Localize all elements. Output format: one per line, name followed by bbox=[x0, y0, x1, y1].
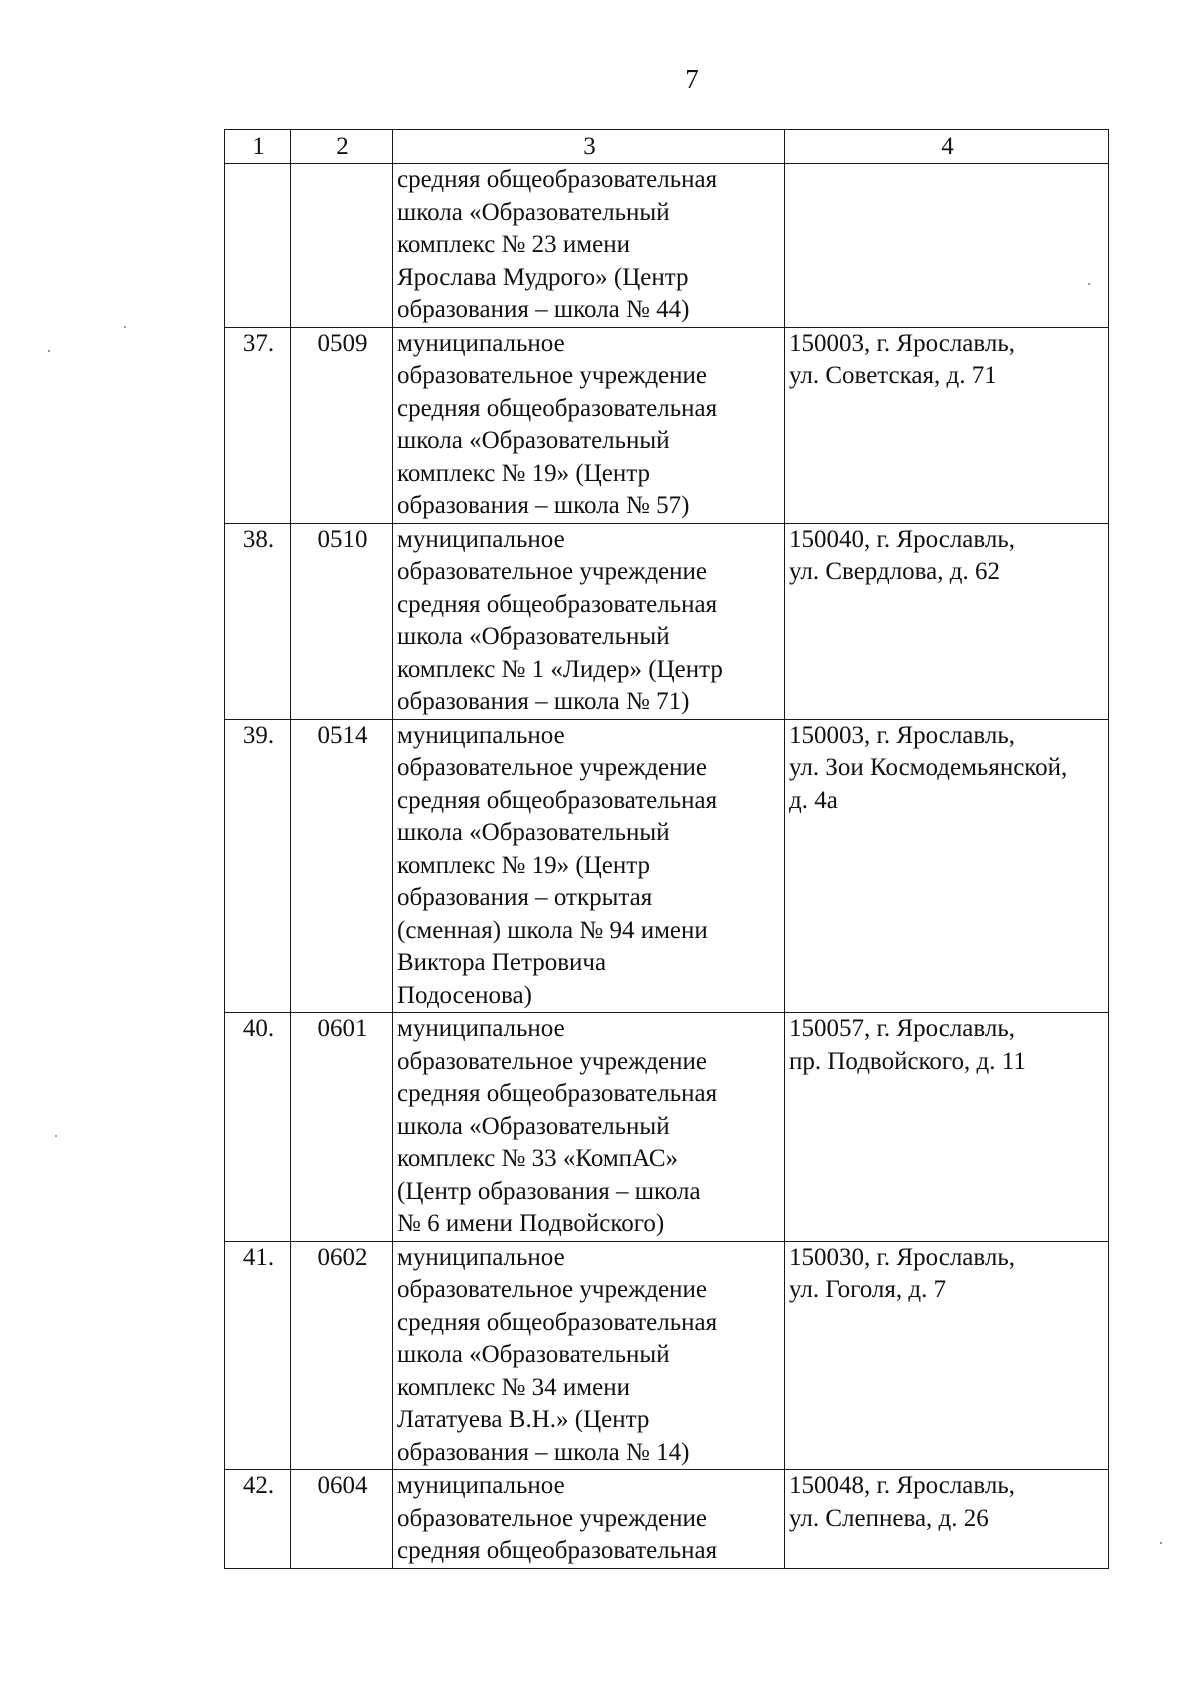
table-row bbox=[225, 327, 1109, 523]
institution-name-cell: муниципальное образовательное учреждение средняя общеобразовательная школа «Образовательный комплекс № 19» (Центр образования – открытая (сменная) школа № 94 имени Виктора Петровича Подосенова) bbox=[393, 719, 785, 1013]
table-row bbox=[225, 1013, 1109, 1242]
row-number-cell: 38. bbox=[225, 523, 291, 719]
address-cell: 150003, г. Ярославль, ул. Советская, д. 71 bbox=[785, 327, 1109, 523]
table-row bbox=[225, 1241, 1109, 1470]
scan-speck bbox=[1160, 1542, 1162, 1544]
institution-name-cell: муниципальное образовательное учреждение средняя общеобразовательная школа «Образовательный комплекс № 19» (Центр образования – школа № 57) bbox=[393, 327, 785, 523]
row-number-cell: 39. bbox=[225, 719, 291, 1013]
address-cell: 150057, г. Ярославль, пр. Подвойского, д. 11 bbox=[785, 1013, 1109, 1242]
scan-speck bbox=[55, 1135, 57, 1137]
code-cell bbox=[291, 164, 393, 328]
address-cell: 150003, г. Ярославль, ул. Зои Космодемьянской, д. 4а bbox=[785, 719, 1109, 1013]
column-header-4: 4 bbox=[785, 130, 1109, 164]
scan-speck bbox=[124, 326, 126, 328]
institution-name-cell: муниципальное образовательное учреждение средняя общеобразовательная школа «Образовательный комплекс № 1 «Лидер» (Центр образования – школа № 71) bbox=[393, 523, 785, 719]
code-cell: 0510 bbox=[291, 523, 393, 719]
table-row bbox=[225, 523, 1109, 719]
institution-name-cell: муниципальное образовательное учреждение средняя общеобразовательная bbox=[393, 1470, 785, 1569]
page-number: 7 bbox=[685, 64, 699, 94]
code-cell: 0509 bbox=[291, 327, 393, 523]
address-cell: 150030, г. Ярославль, ул. Гоголя, д. 7 bbox=[785, 1241, 1109, 1470]
row-number-cell: 42. bbox=[225, 1470, 291, 1569]
code-cell: 0602 bbox=[291, 1241, 393, 1470]
row-number-cell: 40. bbox=[225, 1013, 291, 1242]
row-number-cell bbox=[225, 164, 291, 328]
column-header-2: 2 bbox=[291, 130, 393, 164]
column-header-1: 1 bbox=[225, 130, 291, 164]
code-cell: 0601 bbox=[291, 1013, 393, 1242]
table-row bbox=[225, 719, 1109, 1013]
address-cell bbox=[785, 164, 1109, 328]
schools-table bbox=[224, 129, 1109, 1569]
address-cell: 150040, г. Ярославль, ул. Свердлова, д. 62 bbox=[785, 523, 1109, 719]
table-row bbox=[225, 164, 1109, 328]
row-number-cell: 37. bbox=[225, 327, 291, 523]
scan-speck bbox=[1088, 283, 1090, 285]
code-cell: 0514 bbox=[291, 719, 393, 1013]
institution-name-cell: муниципальное образовательное учреждение средняя общеобразовательная школа «Образовательный комплекс № 34 имени Лататуева В.Н.» (Центр образования – школа № 14) bbox=[393, 1241, 785, 1470]
column-header-3: 3 bbox=[393, 130, 785, 164]
address-cell: 150048, г. Ярославль, ул. Слепнева, д. 26 bbox=[785, 1470, 1109, 1569]
institution-name-cell: муниципальное образовательное учреждение средняя общеобразовательная школа «Образовательный комплекс № 33 «КомпАС» (Центр образования – школа № 6 имени Подвойского) bbox=[393, 1013, 785, 1242]
table-header-row bbox=[225, 130, 1109, 164]
table-row bbox=[225, 1470, 1109, 1569]
institution-name-cell: средняя общеобразовательная школа «Образовательный комплекс № 23 имени Ярослава Мудрого» (Центр образования – школа № 44) bbox=[393, 164, 785, 328]
row-number-cell: 41. bbox=[225, 1241, 291, 1470]
code-cell: 0604 bbox=[291, 1470, 393, 1569]
scan-speck bbox=[48, 350, 50, 352]
